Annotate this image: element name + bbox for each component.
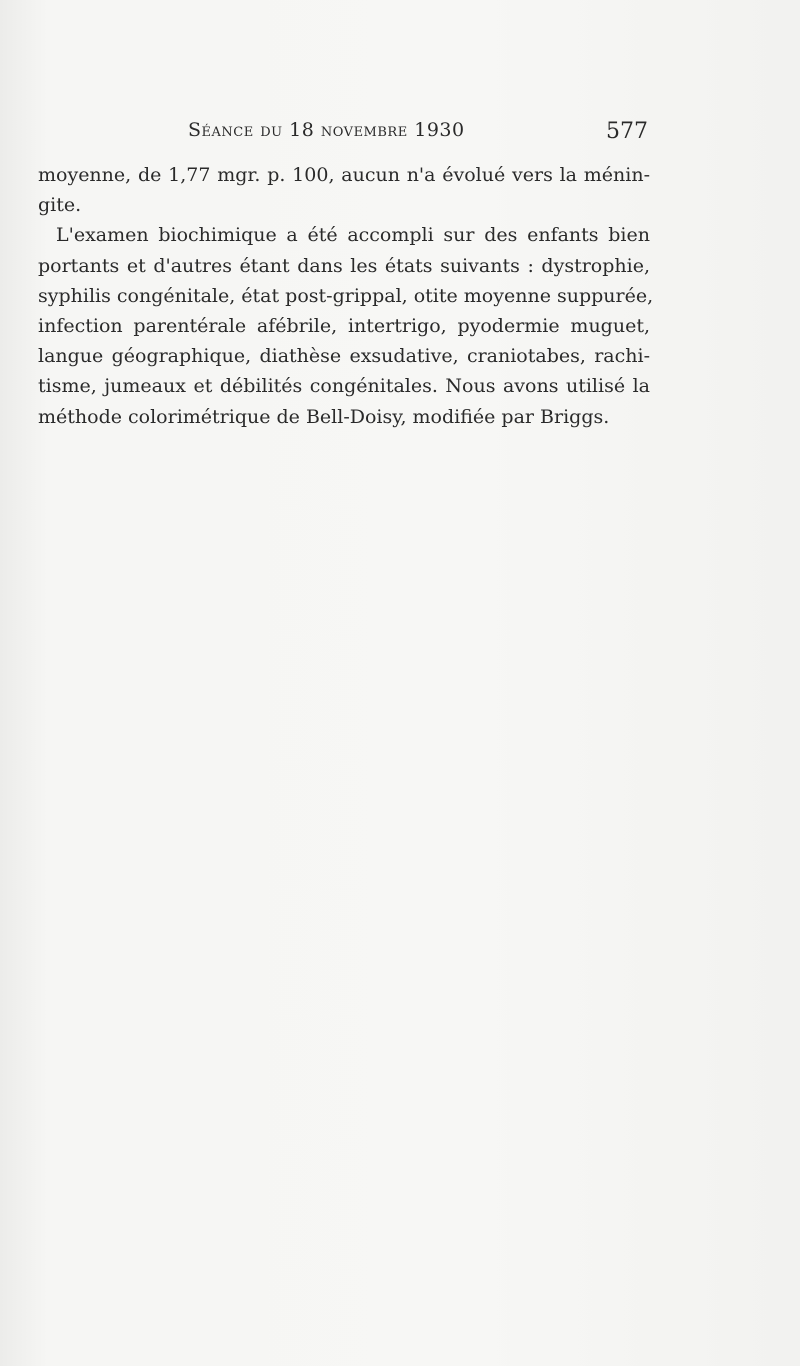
text-line: méthode colorimétrique de Bell-Doisy, modifiée par Briggs. xyxy=(38,405,610,428)
text-line: tisme, jumeaux et débilités congénitales. Nous avons utilisé la xyxy=(38,375,650,398)
text-line: syphilis congénitale, état post-grippal, otite moyenne suppurée, xyxy=(38,284,654,307)
text-line: L'examen biochimique a été accompli sur des enfants bien xyxy=(56,224,650,247)
text-line: moyenne, de 1,77 mgr. p. 100, aucun n'a évolué vers la ménin- xyxy=(38,164,650,186)
running-head: Séance du 18 novembre 1930 xyxy=(188,119,465,141)
text-line: infection parentérale afébrile, intertrigo, pyodermie muguet, xyxy=(38,314,650,337)
text-line: portants et d'autres étant dans les états suivants : dystrophie, xyxy=(38,254,650,277)
body-text xyxy=(38,160,654,432)
page-header xyxy=(38,119,648,151)
text-line: gite. xyxy=(38,194,82,217)
page-number: 577 xyxy=(606,119,648,144)
text-line: langue géographique, diathèse exsudative, craniotabes, rachi- xyxy=(38,345,650,368)
